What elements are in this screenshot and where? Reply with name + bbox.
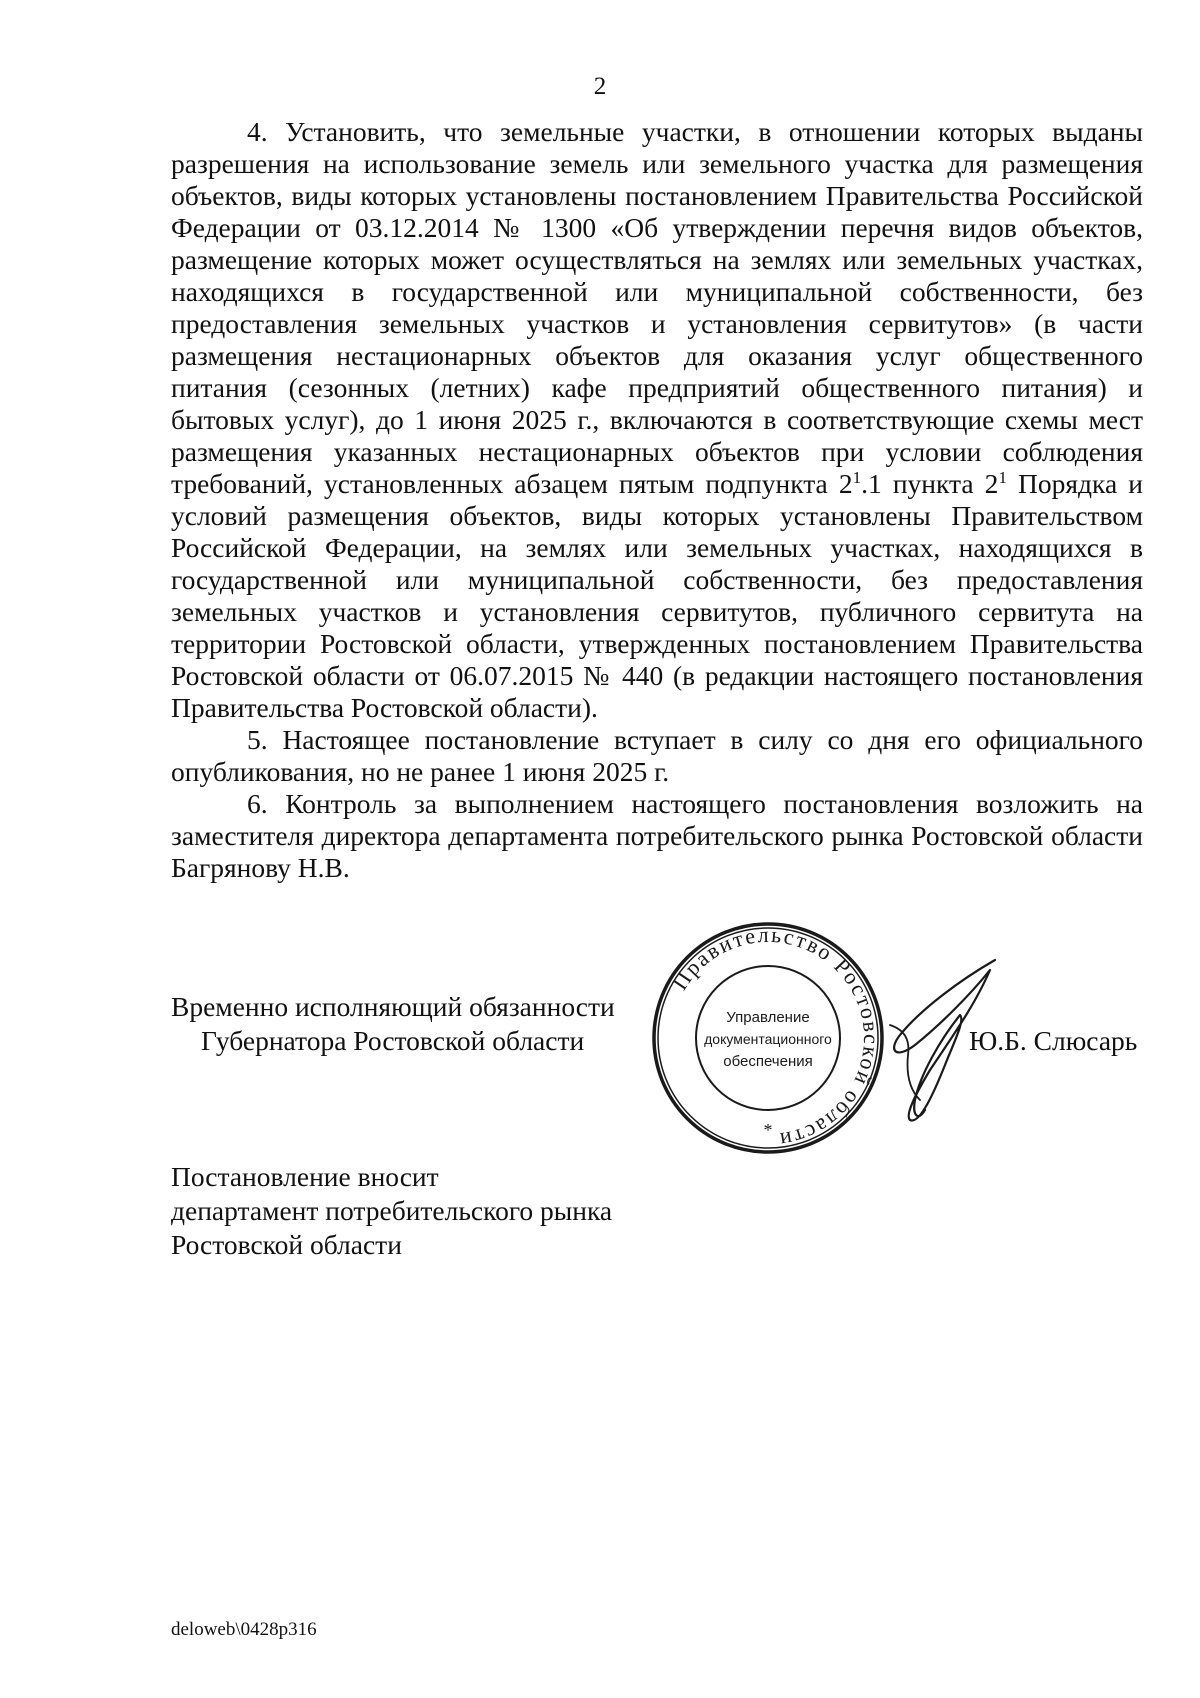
official-stamp bbox=[648, 918, 888, 1158]
signatory-name: Ю.Б. Слюсарь bbox=[969, 1025, 1138, 1056]
paragraph-4-part-a: 4. Установить, что земельные участки, в отношении которых выданы разрешения на использование земель или земельного участка для размещения объектов, виды которых установлены постановлением Правительства Российской Федерации от 03.12.2014 № 1300 «Об утверждении перечня видов объектов, размещение которых может осуществляться на землях или земельных участках, находящихся в государственной или муниципальной собственности, без предоставления земельных участков и установления сервитутов» (в части размещения нестационарных объектов для оказания услуг общественного питания (сезонных (летних) кафе предприятий общественного питания) и бытовых услуг), до 1 июня 2025 г., включаются в соответствующие схемы мест размещения указанных нестационарных объектов при условии соблюдения требований, установленных абзацем пятым подпункта 2 bbox=[171, 116, 1143, 499]
document-body bbox=[171, 116, 1143, 884]
page-number: 2 bbox=[593, 73, 607, 100]
signatory-title-line2: Губернатора Ростовской области bbox=[201, 1025, 585, 1056]
superscript-1: 1 bbox=[852, 467, 862, 487]
stamp-ring-text: Правительство Ростовской области bbox=[666, 921, 885, 1154]
stamp-inner-line1: Управление bbox=[726, 1009, 810, 1026]
stamp-inner-line2: документационного bbox=[704, 1031, 832, 1047]
submitter-line1: Постановление вносит bbox=[171, 1161, 439, 1192]
submitter-line2: департамент потребительского рынка bbox=[171, 1195, 613, 1226]
paragraph-5: 5. Настоящее постановление вступает в силу со дня его официального опубликования, но не ранее 1 июня 2025 г. bbox=[171, 724, 1143, 787]
submitter-block bbox=[171, 1160, 612, 1262]
document-code: deloweb\0428p316 bbox=[171, 1619, 317, 1640]
signatory-title bbox=[171, 990, 651, 1058]
submitter-line3: Ростовской области bbox=[171, 1229, 402, 1260]
paragraph-4-part-c: Порядка и условий размещения объектов, виды которых установлены Правительством Российской Федерации, на землях или земельных участках, находящихся в государственной или муниципальной собственности, без предоставления земельных участков и установления сервитутов, публичного сервитута на территории Ростовской области, утвержденных постановлением Правительства Ростовской области от 06.07.2015 № 440 (в редакции настоящего постановления Правительства Ростовской области). bbox=[171, 468, 1144, 723]
signatory-title-line1: Временно исполняющий обязанности bbox=[171, 991, 615, 1022]
paragraph-4-part-b: .1 пункта 2 bbox=[861, 468, 999, 499]
stamp-inner-line3: обеспечения bbox=[723, 1053, 813, 1070]
paragraph-6: 6. Контроль за выполнением настоящего постановления возложить на заместителя директора департамента потребительского рынка Ростовской области Багрянову Н.В. bbox=[171, 788, 1143, 883]
paragraph-4 bbox=[171, 116, 1143, 724]
superscript-2: 1 bbox=[998, 467, 1007, 487]
stamp-star: * bbox=[763, 1120, 773, 1140]
